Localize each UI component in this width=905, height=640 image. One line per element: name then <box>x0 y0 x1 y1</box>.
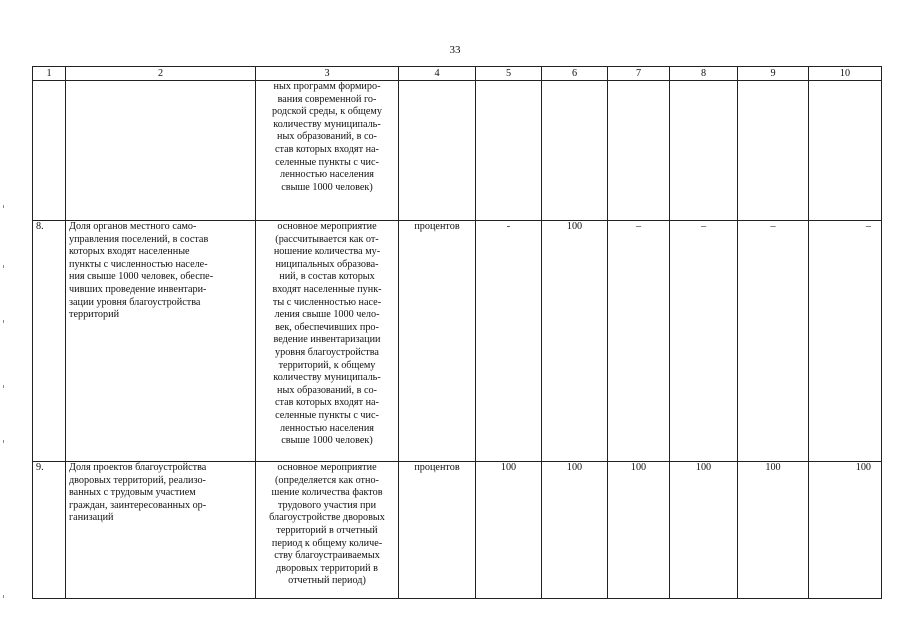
value-col-10: 100 <box>809 462 882 599</box>
value-col-9 <box>738 81 809 221</box>
value-col-5: 100 <box>476 462 542 599</box>
value-col-8 <box>670 81 738 221</box>
column-header: 1 <box>33 67 66 81</box>
value-col-7: – <box>608 221 670 462</box>
column-header: 8 <box>670 67 738 81</box>
column-header: 4 <box>399 67 476 81</box>
margin-mark <box>3 265 4 268</box>
table-row <box>33 221 882 462</box>
value-col-5 <box>476 81 542 221</box>
row-number: 8. <box>33 221 66 462</box>
column-header: 9 <box>738 67 809 81</box>
column-header: 6 <box>542 67 608 81</box>
indicators-table <box>32 66 882 599</box>
table-row <box>33 81 882 221</box>
value-col-9: 100 <box>738 462 809 599</box>
unit-of-measure: процентов <box>399 462 476 599</box>
value-col-6 <box>542 81 608 221</box>
unit-of-measure: процентов <box>399 221 476 462</box>
column-header: 2 <box>66 67 256 81</box>
column-header: 5 <box>476 67 542 81</box>
margin-mark <box>3 595 4 598</box>
column-number-row <box>33 67 882 81</box>
value-col-5: - <box>476 221 542 462</box>
indicator-name <box>66 81 256 221</box>
indicator-name-text: Доля проектов благоустройства дворовых территорий, реализо- ванных с трудовым участием граждан, заинтересованных ор- ганизаций <box>69 462 207 524</box>
calculation-method: основное мероприятие (определяется как отно- шение количества фактов трудового участия при благоустройстве дворовых территорий в отчетный период к общему количе- ству благоустраиваемых дворовых территорий в отчетный период) <box>256 462 399 599</box>
calculation-method: ных программ формиро- вания современной го- родской среды, к общему количеству муниципаль- ных образований, в со- став которых входят на- селенные пункты с чис- ленностью населения свыше 1000 человек) <box>256 81 399 221</box>
column-header: 7 <box>608 67 670 81</box>
margin-mark <box>3 320 4 323</box>
indicator-name <box>66 462 256 599</box>
value-col-6: 100 <box>542 462 608 599</box>
page-number: 33 <box>449 44 461 56</box>
value-col-7 <box>608 81 670 221</box>
indicator-name <box>66 221 256 462</box>
value-col-8: – <box>670 221 738 462</box>
margin-mark <box>3 440 4 443</box>
margin-mark <box>3 205 4 208</box>
value-col-6: 100 <box>542 221 608 462</box>
column-header: 10 <box>809 67 882 81</box>
calculation-method: основное мероприятие (рассчитывается как от- ношение количества му- ниципальных образова- ний, в состав которых входят населенные пунк- ты с численностью насе- ления свыше 1000 чело- век, обеспечивших про- ведение инвентаризации уровня благоустройства территорий, к общему количеству муниципаль- ных образований, в со- став которых входят на- селенные пункты с чис- ленностью населения свыше 1000 человек) <box>256 221 399 462</box>
value-col-10: – <box>809 221 882 462</box>
indicator-name-text: Доля органов местного само- управления поселений, в состав которых входят населенные пункты с численностью населе- ния свыше 1000 человек, обеспе- чивших проведение инвентари- зации уровня благоустройства территорий <box>69 221 214 321</box>
value-col-10 <box>809 81 882 221</box>
unit-of-measure <box>399 81 476 221</box>
row-number <box>33 81 66 221</box>
row-number: 9. <box>33 462 66 599</box>
value-col-7: 100 <box>608 462 670 599</box>
table-row <box>33 462 882 599</box>
column-header: 3 <box>256 67 399 81</box>
value-col-9: – <box>738 221 809 462</box>
value-col-8: 100 <box>670 462 738 599</box>
margin-mark <box>3 385 4 388</box>
